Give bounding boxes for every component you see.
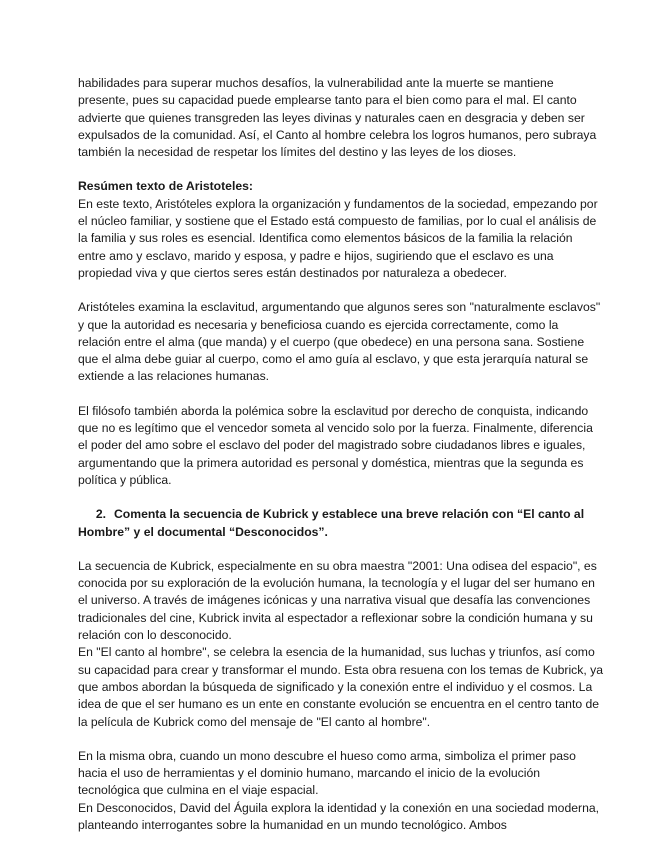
paragraph-aristoteles-slavery: Aristóteles examina la esclavitud, argumentando que algunos seres son "naturalmente esclavos" y que la autoridad es necesaria y beneficiosa cuando es ejercida correctamente, como la relación entre el alma (que manda) y el cuerpo (que obedece) en una persona sana. Sostiene que el alma debe guiar al cuerpo, como el amo guía al esclavo, y que esta jerarquía natural se extiende a las relaciones humanas. [78,300,601,384]
spacer [78,489,603,506]
spacer [78,161,603,178]
paragraph-canto-conclusion: habilidades para superar muchos desafíos, la vulnerabilidad ante la muerte se mantiene presente, pues su capacidad puede emplearse tanto para el bien como para el mal. El canto advierte que quienes transgreden las leyes divinas y naturales caen en desgracia y deben ser expulsados de la comunidad. Así, el Canto al hombre celebra los logros humanos, pero subraya también la necesidad de respetar los límites del destino y las leyes de los dioses. [78,76,597,160]
paragraph-aristoteles-conquest: El filósofo también aborda la polémica sobre la esclavitud por derecho de conquista, indicando que no es legítimo que el vencedor someta al vencido solo por la fuerza. Finalmente, diferencia el poder del amo sobre el esclavo del poder del magistrado sobre ciudadanos libres e iguales, argumentando que la primera autoridad es personal y doméstica, mientras que la segunda es política y pública. [78,403,593,487]
paragraph-monkey-bone: En la misma obra, cuando un mono descubre el hueso como arma, simboliza el primer paso hacia el uso de herramientas y el dominio humano, marcando el inicio de la evolución tecnológica que culmina en el viaje espacial. [78,748,576,798]
question-2-heading [68,506,603,523]
paragraph-desconocidos: En Desconocidos, David del Águila explora la identidad y la conexión en una sociedad moderna, planteando interrogantes sobre la humanidad en un mundo tecnológico. Ambos [78,800,600,832]
question-text-line1: Comenta la secuencia de Kubrick y establece una breve relación con “El canto al [114,507,585,522]
spacer [78,541,603,558]
paragraph-aristoteles-family: En este texto, Aristóteles explora la organización y fundamentos de la sociedad, empezando por el núcleo familiar, y sostiene que el Estado está compuesto de familias, por lo cual el análisis de la familia y sus roles es esencial. Identifica como elementos básicos de la familia la relación entre amo y esclavo, marido y esposa, y padre e hijos, sugiriendo que el esclavo es una propiedad viva y que ciertos seres están destinados por naturaleza a obedecer. [78,196,598,280]
spacer [78,282,603,299]
question-number: 2. [95,507,106,522]
spacer [78,386,603,403]
section-heading-aristoteles: Resúmen texto de Aristoteles: [78,179,253,194]
spacer [78,731,603,748]
question-2-heading-cont: Hombre” y el documental “Desconocidos”. [78,524,328,539]
paragraph-kubrick-sequence: La secuencia de Kubrick, especialmente en su obra maestra "2001: Una odisea del espacio", es conocida por su exploración de la evolución humana, la tecnología y el lugar del ser humano en el universo. A través de imágenes icónicas y una narrativa visual que desafía las convenciones tradicionales del cine, Kubrick invita al espectador a reflexionar sobre la condición humana y su relación con lo desconocido. [78,558,597,643]
paragraph-canto-al-hombre: En "El canto al hombre", se celebra la esencia de la humanidad, sus luchas y triunfos, así como su capacidad para crear y transformar el mundo. Esta obra resuena con los temas de Kubrick, ya que ambos abordan la búsqueda de significado y la conexión entre el individuo y el cosmos. La idea de que el ser humano es un ente en constante evolución se encuentra en el centro tanto de la película de Kubrick como del mensaje de "El canto al hombre". [78,645,604,729]
